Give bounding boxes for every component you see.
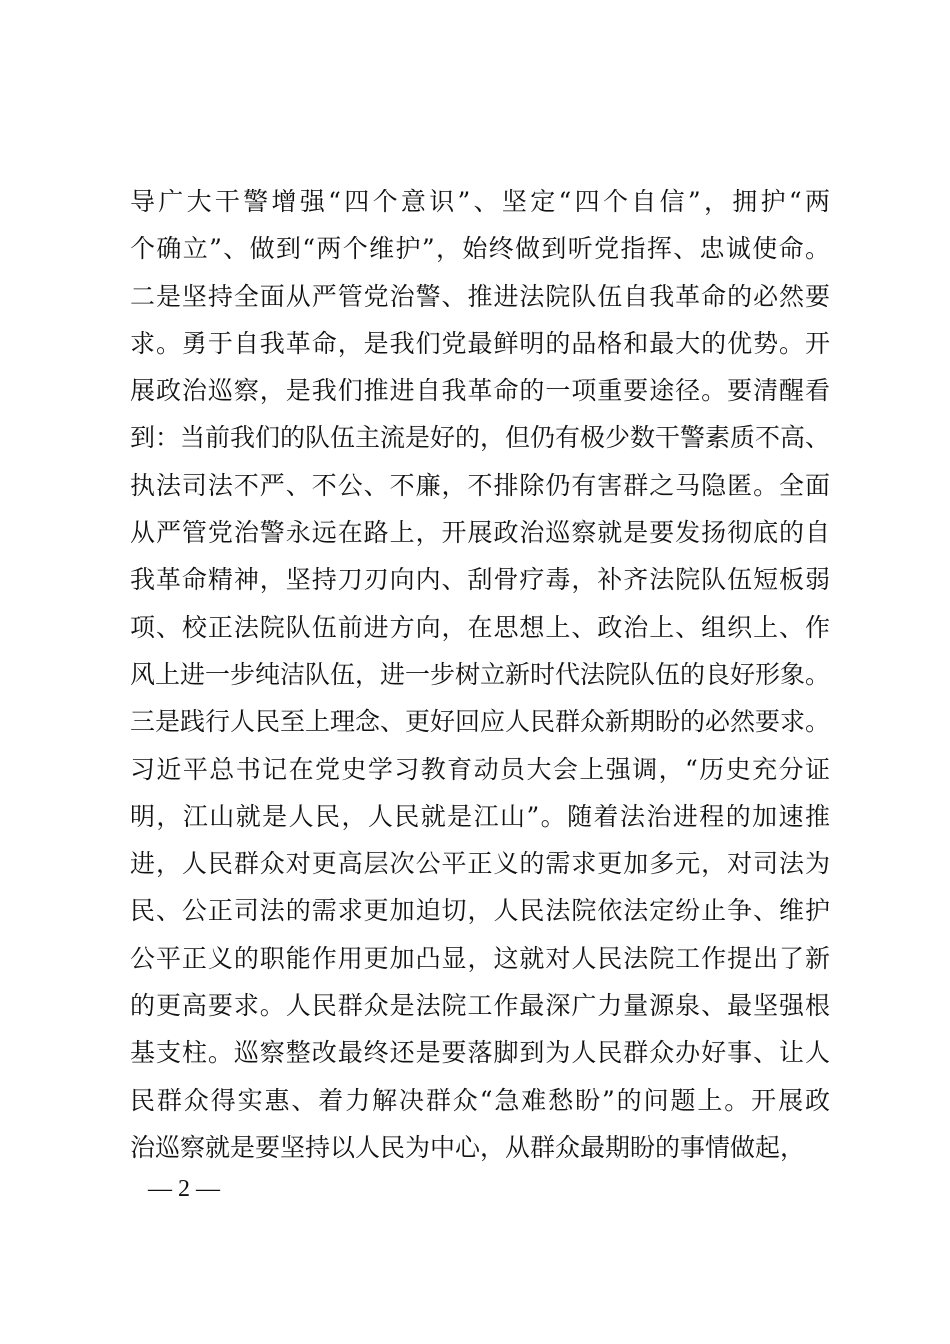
text-line: 我革命精神，坚持刀刃向内、刮骨疗毒，补齐法院队伍短板弱 <box>130 565 830 595</box>
text-line: 治巡察就是要坚持以人民为中心，从群众最期盼的事情做起， <box>130 1132 806 1162</box>
text-line: 民、公正司法的需求更加迫切，人民法院依法定纷止争、维护 <box>130 896 830 926</box>
text-line: 明，江山就是人民，人民就是江山”。随着法治进程的加速推 <box>130 801 830 831</box>
text-line: 项、校正法院队伍前进方向，在思想上、政治上、组织上、作 <box>130 612 830 642</box>
text-line: 习近平总书记在党史学习教育动员大会上强调，“历史充分证 <box>130 754 830 784</box>
text-line: 进，人民群众对更高层次公平正义的需求更加多元，对司法为 <box>130 849 830 879</box>
text-line: 执法司法不严、不公、不廉，不排除仍有害群之马隐匿。全面 <box>130 470 830 500</box>
text-line: 基支柱。巡察整改最终还是要落脚到为人民群众办好事、让人 <box>130 1038 830 1068</box>
text-line: 二是坚持全面从严管党治警、推进法院队伍自我革命的必然要 <box>130 281 830 311</box>
text-line: 风上进一步纯洁队伍，进一步树立新时代法院队伍的良好形象。 <box>130 659 831 689</box>
text-line: 三是践行人民至上理念、更好回应人民群众新期盼的必然要求。 <box>130 707 831 737</box>
text-line: 展政治巡察，是我们推进自我革命的一项重要途径。要清醒看 <box>130 376 830 406</box>
text-line: 公平正义的职能作用更加凸显，这就对人民法院工作提出了新 <box>130 943 830 973</box>
text-line: 求。勇于自我革命，是我们党最鲜明的品格和最大的优势。开 <box>130 328 830 358</box>
text-line: 民群众得实惠、着力解决群众“急难愁盼”的问题上。开展政 <box>130 1085 830 1115</box>
body-text <box>130 178 830 1171</box>
text-line: 的更高要求。人民群众是法院工作最深广力量源泉、最坚强根 <box>130 991 830 1021</box>
text-line: 导广大干警增强“四个意识”、坚定“四个自信”，拥护“两 <box>130 187 830 216</box>
text-line: 个确立”、做到“两个维护”，始终做到听党指挥、忠诚使命。 <box>130 234 830 264</box>
page-number: — 2 — <box>148 1176 220 1202</box>
text-line: 到：当前我们的队伍主流是好的，但仍有极少数干警素质不高、 <box>130 423 831 453</box>
text-line: 从严管党治警永远在路上，开展政治巡察就是要发扬彻底的自 <box>130 518 830 548</box>
